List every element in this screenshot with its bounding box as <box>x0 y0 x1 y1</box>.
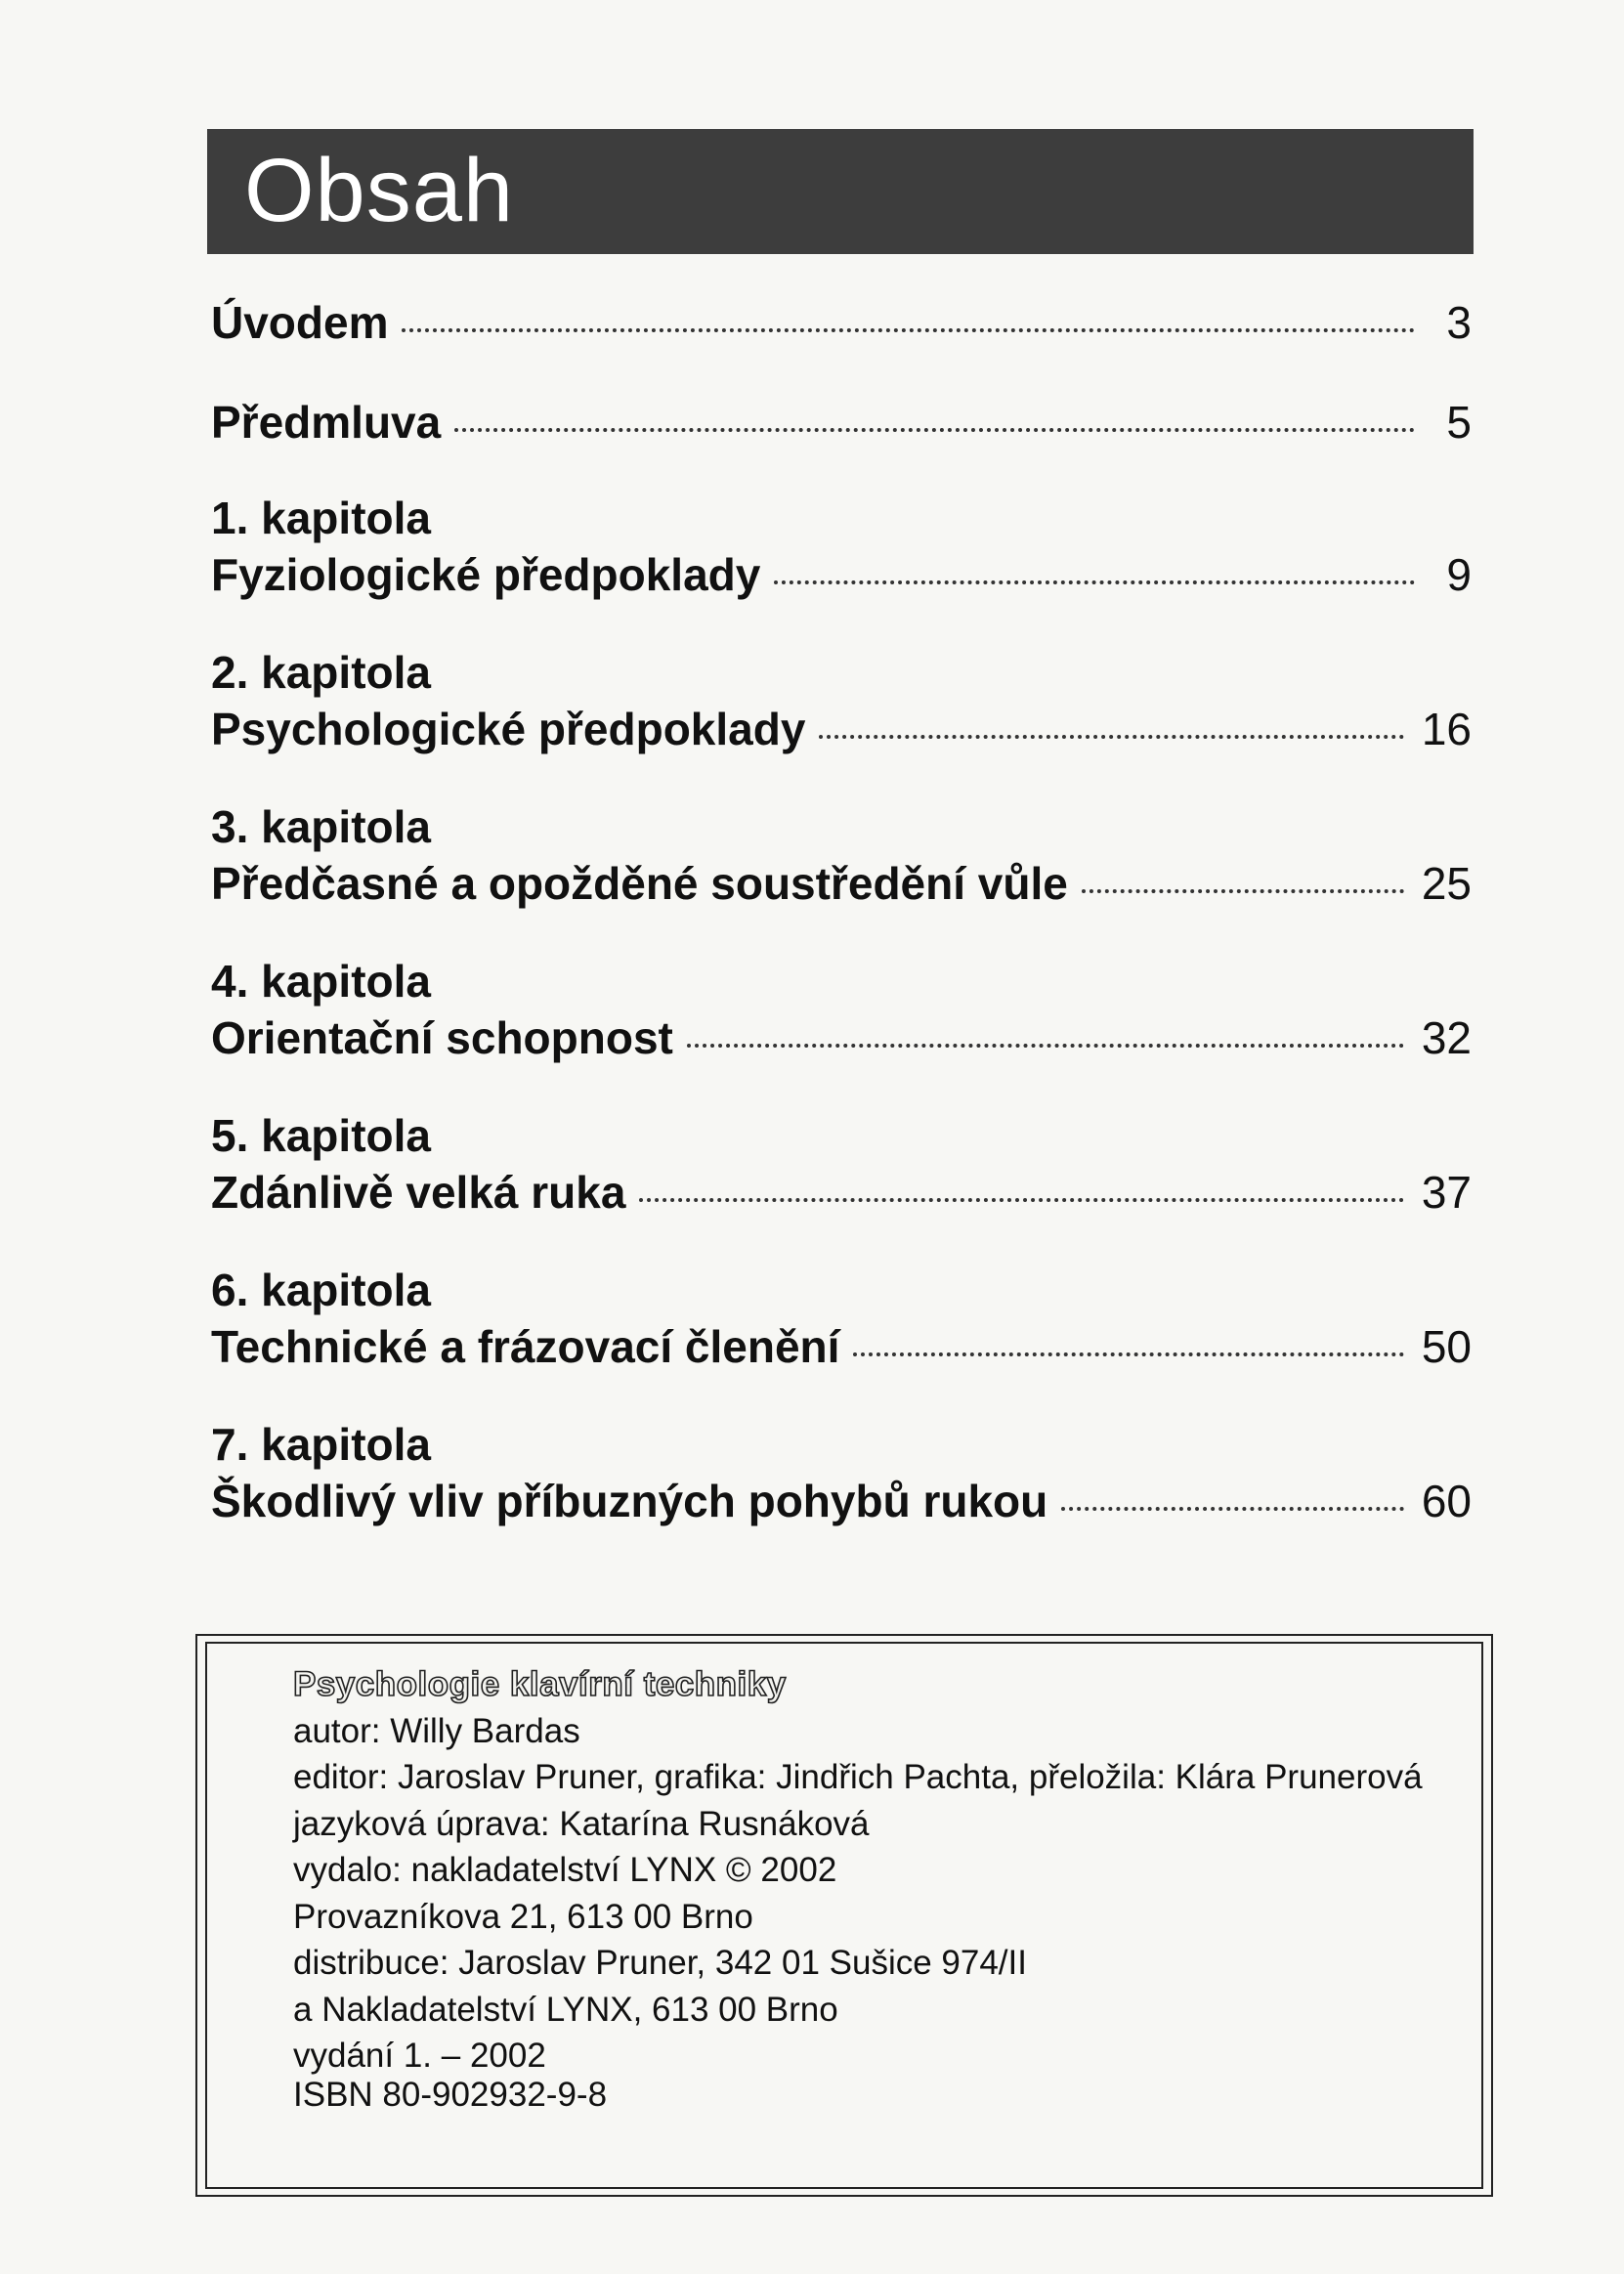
isbn-number: ISBN 80-902932-9-8 <box>293 2076 608 2114</box>
leader-dots <box>639 1198 1403 1202</box>
imprint-line: distribuce: Jaroslav Pruner, 342 01 Sušice 974/II <box>293 1944 1027 1982</box>
toc-entry-preface <box>211 393 1472 451</box>
imprint-line: vydání 1. – 2002 <box>293 2037 546 2075</box>
imprint-line: jazyková úprava: Katarína Rusnáková <box>293 1804 870 1843</box>
imprint-line: Provazníkova 21, 613 00 Brno <box>293 1897 753 1936</box>
toc-title: Psychologické předpoklady <box>211 704 806 754</box>
chapter-label: 7. kapitola <box>211 1419 431 1470</box>
page-title: Obsah <box>244 141 515 240</box>
toc-page-number: 5 <box>1446 397 1472 448</box>
leader-dots <box>853 1352 1403 1356</box>
toc-page-number: 16 <box>1421 704 1472 754</box>
chapter-label: 1. kapitola <box>211 493 431 543</box>
toc-page-number: 25 <box>1421 858 1472 909</box>
imprint-line: editor: Jaroslav Pruner, grafika: Jindřich Pachta, přeložila: Klára Prunerová <box>293 1758 1423 1796</box>
toc-entry-chapter-5 <box>211 1108 1472 1222</box>
chapter-label: 3. kapitola <box>211 801 431 852</box>
leader-dots <box>687 1044 1404 1048</box>
toc-entry-intro <box>211 293 1472 352</box>
toc-title: Technické a frázovací členění <box>211 1321 840 1372</box>
toc-entry-chapter-4 <box>211 954 1472 1067</box>
toc-page-number: 3 <box>1446 297 1472 348</box>
imprint-line: vydalo: nakladatelství LYNX © 2002 <box>293 1851 837 1889</box>
toc-title: Orientační schopnost <box>211 1012 673 1063</box>
toc-page-number: 50 <box>1421 1321 1472 1372</box>
toc-page-number: 60 <box>1421 1476 1472 1526</box>
toc-title: Předmluva <box>211 397 442 448</box>
toc-page-number: 37 <box>1421 1167 1472 1218</box>
chapter-label: 2. kapitola <box>211 647 431 698</box>
leader-dots <box>774 580 1415 584</box>
toc-entry-chapter-7 <box>211 1417 1472 1530</box>
imprint-line: autor: Willy Bardas <box>293 1711 580 1750</box>
chapter-label: 6. kapitola <box>211 1265 431 1315</box>
toc-title: Škodlivý vliv příbuzných pohybů rukou <box>211 1476 1048 1526</box>
toc-entry-chapter-1 <box>211 491 1472 604</box>
toc-title: Fyziologické předpoklady <box>211 549 761 600</box>
toc-entry-chapter-3 <box>211 799 1472 913</box>
toc-entry-chapter-6 <box>211 1263 1472 1376</box>
toc-page-number: 32 <box>1421 1012 1472 1063</box>
leader-dots <box>402 328 1415 332</box>
leader-dots <box>819 735 1403 739</box>
chapter-label: 4. kapitola <box>211 956 431 1007</box>
chapter-label: 5. kapitola <box>211 1110 431 1161</box>
imprint-book-title: Psychologie klavírní techniky <box>293 1665 787 1703</box>
imprint-line: a Nakladatelství LYNX, 613 00 Brno <box>293 1990 838 2029</box>
toc-page-number: 9 <box>1446 549 1472 600</box>
toc-entry-chapter-2 <box>211 645 1472 758</box>
leader-dots <box>1061 1507 1404 1511</box>
toc-title: Předčasné a opožděné soustředění vůle <box>211 858 1068 909</box>
imprint-text <box>293 1661 1475 2080</box>
leader-dots <box>454 428 1415 432</box>
toc-title: Zdánlivě velká ruka <box>211 1167 626 1218</box>
toc-title: Úvodem <box>211 297 389 348</box>
leader-dots <box>1082 889 1404 893</box>
